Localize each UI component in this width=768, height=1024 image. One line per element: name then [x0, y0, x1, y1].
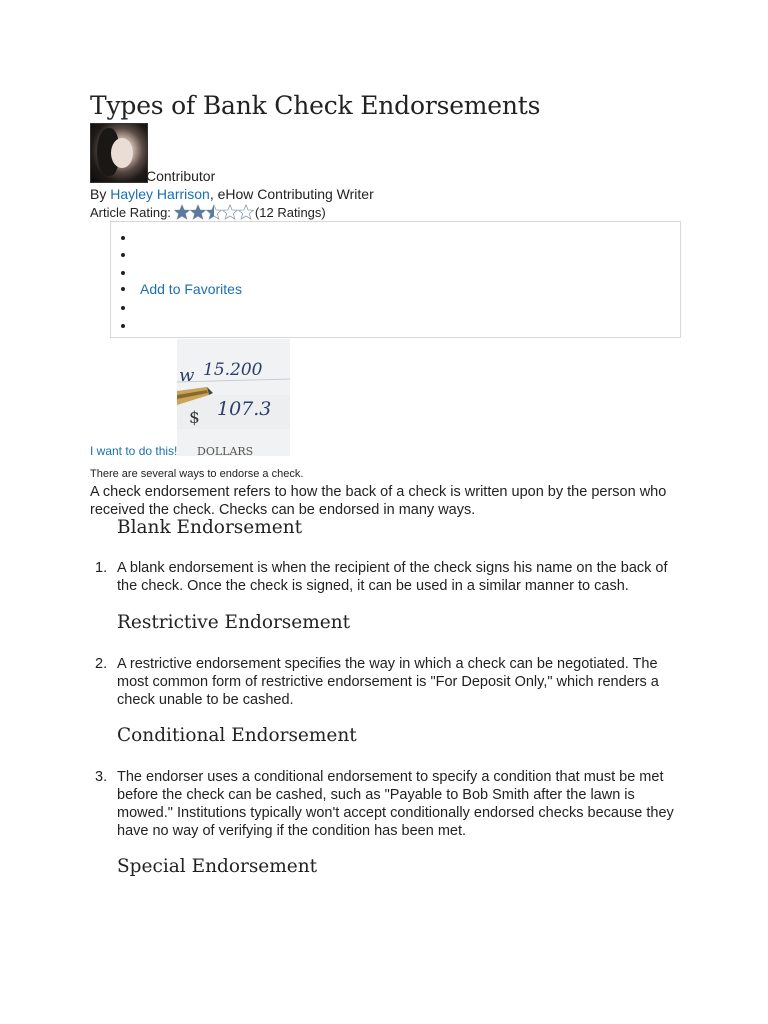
- step-number: 2.: [95, 656, 108, 672]
- svg-text:w: w: [179, 365, 195, 386]
- author-link[interactable]: Hayley Harrison: [110, 186, 210, 202]
- i-want-to-do-this-link[interactable]: I want to do this!: [90, 444, 178, 458]
- check-photo: [177, 339, 290, 456]
- photo-dollars: DOLLARS: [197, 445, 254, 456]
- step-number: 3.: [95, 769, 108, 785]
- author-avatar[interactable]: [90, 123, 148, 183]
- photo-caption: There are several ways to endorse a check.: [90, 468, 304, 480]
- article-rating: [90, 204, 326, 220]
- star-empty-icon[interactable]: [222, 204, 238, 220]
- add-to-favorites-link[interactable]: Add to Favorites: [140, 280, 242, 297]
- toolbox-item[interactable]: [121, 246, 125, 263]
- photo-amount: 107.3: [217, 398, 272, 420]
- contributor-label: Contributor: [146, 168, 216, 184]
- step-heading: Special Endorsement: [117, 856, 318, 877]
- step-heading: Restrictive Endorsement: [117, 612, 351, 633]
- byline: [90, 186, 374, 202]
- toolbox-item[interactable]: [121, 264, 125, 281]
- step-heading: Conditional Endorsement: [117, 725, 357, 746]
- page-title: Types of Bank Check Endorsements: [90, 91, 541, 120]
- article-intro: A check endorsement refers to how the back of a check is written upon by the person who received the check. Checks can be endorsed in many ways.: [90, 484, 667, 518]
- step-text: A blank endorsement is when the recipient of the check signs his name on the back of the check. Once the check is signed, it can be used in a similar manner to cash.: [117, 560, 668, 594]
- byline-prefix: By: [90, 186, 111, 202]
- check-photo-art: [177, 339, 290, 456]
- byline-suffix: , eHow Contributing Writer: [209, 186, 374, 202]
- toolbox-item[interactable]: [121, 317, 125, 334]
- star-filled-icon[interactable]: [174, 204, 190, 220]
- step-number: 1.: [95, 560, 108, 576]
- star-filled-icon[interactable]: [190, 204, 206, 220]
- toolbox-item[interactable]: [121, 299, 125, 316]
- rating-count: (12 Ratings): [254, 204, 326, 220]
- step-text: A restrictive endorsement specifies the way in which a check can be negotiated. The most common form of restrictive endorsement is "For Deposit Only," which renders a check unable to be cashed.: [117, 656, 659, 708]
- toolbox-item[interactable]: [121, 229, 125, 246]
- rating-stars[interactable]: [174, 204, 254, 220]
- step-heading: Blank Endorsement: [117, 517, 303, 538]
- article-toolbox: [110, 221, 681, 338]
- toolbox-item-favorites[interactable]: [121, 280, 242, 297]
- rating-label: Article Rating:: [90, 204, 171, 220]
- step-text: The endorser uses a conditional endorsement to specify a condition that must be met before the check can be cashed, such as "Payable to Bob Smith after the lawn is mowed." Institutions typically won't accept conditionally endorsed checks because they have no way of verifying if the condition has been met.: [117, 769, 674, 839]
- photo-amount-top: 15.200: [203, 360, 263, 380]
- star-half-icon[interactable]: [206, 204, 222, 220]
- photo-dollar: $: [189, 408, 200, 428]
- star-empty-icon[interactable]: [238, 204, 254, 220]
